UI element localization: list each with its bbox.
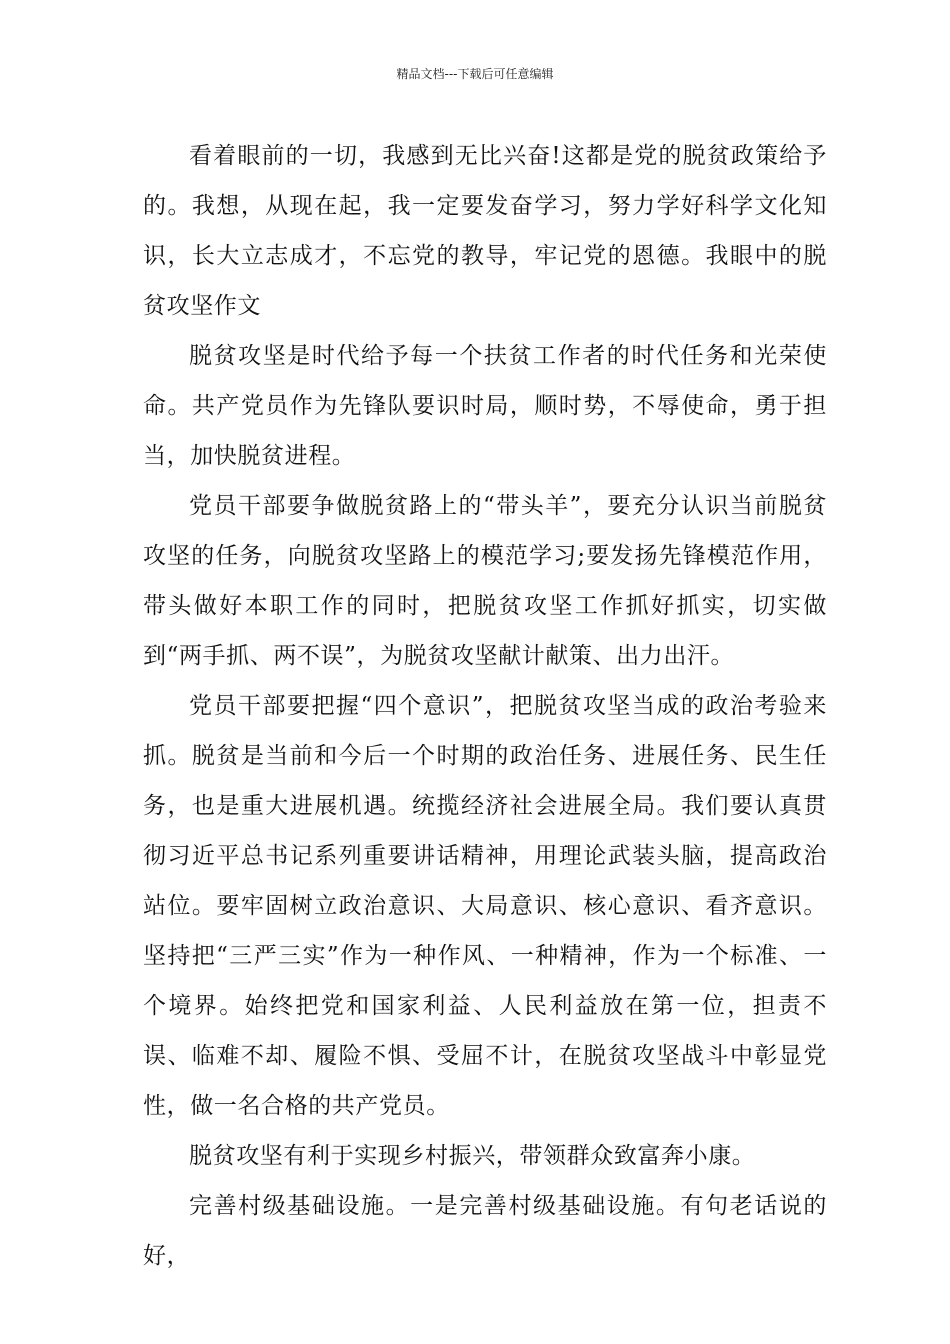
paragraph-2: 脱贫攻坚是时代给予每一个扶贫工作者的时代任务和光荣使命。共产党员作为先锋队要识时局，顺时势，不辱使命，勇于担当，加快脱贫进程。 bbox=[143, 343, 827, 469]
paragraph-1: 看着眼前的一切，我感到无比兴奋!这都是党的脱贫政策给予的。我想，从现在起，我一定要发奋学习，努力学好科学文化知识，长大立志成才，不忘党的教导，牢记党的恩德。我眼中的脱贫攻坚作文 bbox=[143, 143, 827, 319]
paragraph-4: 党员干部要把握“四个意识”，把脱贫攻坚当成的政治考验来抓。脱贫是当前和今后一个时期的政治任务、进展任务、民生任务，也是重大进展机遇。统揽经济社会进展全局。我们要认真贯彻习近平总书记系列重要讲话精神，用理论武装头脑，提高政治站位。要牢固树立政治意识、大局意识、核心意识、看齐意识。坚持把“三严三实”作为一种作风、一种精神，作为一个标准、一个境界。始终把党和国家利益、人民利益放在第一位，担责不误、临难不却、履险不惧、受屈不计，在脱贫攻坚战斗中彰显党性，做一名合格的共产党员。 bbox=[143, 693, 827, 1119]
document-body bbox=[143, 131, 827, 1281]
paragraph-5: 脱贫攻坚有利于实现乡村振兴，带领群众致富奔小康。 bbox=[189, 1143, 756, 1169]
page-header: 精品文档---下载后可任意编辑 bbox=[396, 67, 554, 81]
paragraph-6: 完善村级基础设施。一是完善村级基础设施。有句老话说的好， bbox=[143, 1193, 827, 1269]
paragraph-3: 党员干部要争做脱贫路上的“带头羊”，要充分认识当前脱贫攻坚的任务，向脱贫攻坚路上的模范学习;要发扬先锋模范作用，带头做好本职工作的同时，把脱贫攻坚工作抓好抓实，切实做到“两手抓、两不误”，为脱贫攻坚献计献策、出力出汗。 bbox=[143, 493, 827, 669]
